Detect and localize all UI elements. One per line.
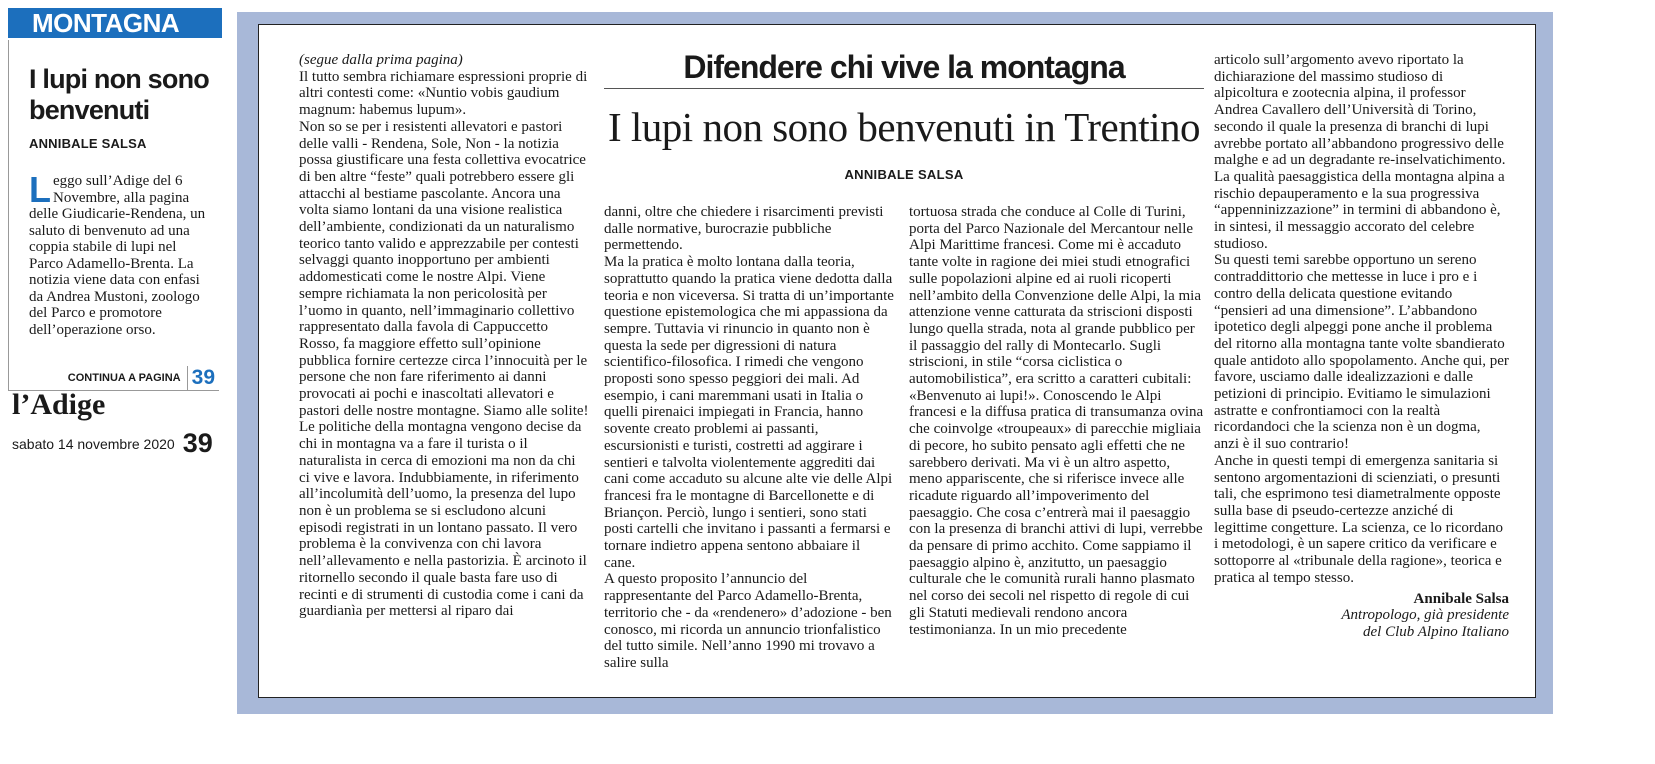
article-column-3 (909, 204, 1204, 638)
teaser-text (29, 169, 213, 338)
dateline (12, 428, 213, 459)
continue-reference (68, 366, 219, 390)
continue-page-number: 39 (187, 366, 219, 390)
issue-date: sabato 14 novembre 2020 (12, 435, 175, 452)
paragraph: tortuosa strada che conduce al Colle di Turini, porta del Parco Nazionale del Mercantour nelle Alpi Marittime francesi. Come mi è accaduto tante volte in ragione dei miei studi etnografici sulle popolazioni alpine ed ai ruoli ricoperti nell’ambito della Convenzione delle Alpi, la mia attenzione venne catturata da striscioni disposti lungo quella strada, nota al grande pubblico per il passaggio del rally di Montecarlo. Sugli striscioni, in stile “corsa ciclistica o automobilistica”, era scritto a caratteri cubitali: «Benvenuto ai lupi!». Conoscendo le Alpi francesi e la diffusa pratica di transumanza ovina che coinvolge «troupeaux» di parecchie migliaia di pecore, ho subito pensato agli effetti che ne sarebbero derivati. Ma vi è un altro aspetto, meno appariscente, che si riferisce invece alle ricadute riguardo all’impoverimento del paesaggio. Che cosa c’entrerà mai il paesaggio con la presenza di branchi attivi di lupi, verrebbe da pensare di primo acchito. Come sappiamo il paesaggio alpino è, anzitutto, un paesaggio culturale che le comunità rurali hanno plasmato nel corso dei secoli nel rispetto di regole di cui gli Statuti medievali rendono ancora testimonianza. In un mio precedente (909, 204, 1204, 638)
signature-role: Antropologo, già presidente (1341, 607, 1509, 624)
article-column-4 (1214, 52, 1509, 641)
paragraph: A questo proposito l’annuncio del rappresentante del Parco Adamello-Brenta, territorio che - da «rendenero» d’adozione - ben conosco, mi ricorda un annuncio trionfalistico del tutto simile. Nell’anno 1990 mi trovavo a salire sulla (604, 571, 892, 671)
article-column-2 (604, 204, 894, 672)
article-byline: ANNIBALE SALSA (844, 167, 964, 182)
continue-label: CONTINUA A PAGINA (67, 372, 181, 384)
front-page-teaser (8, 8, 222, 391)
page-number: 39 (182, 428, 213, 458)
article-box (258, 24, 1536, 698)
paragraph: Anche in questi tempi di emergenza sanitaria si sentono argomentazioni di scienziati, o presunti tali, che esprimono tesi diametralmente opposte sulla base di pseudo-certezze anziché di legittime congetture. La scienza, ce lo ricordano i metodologi, è un sapere critico da verificare e sottoporre al «tribunale della ragione», teorica e pratica al tempo stesso. (1214, 452, 1504, 586)
article-kicker: Difendere chi vive la montagna (604, 49, 1204, 89)
article-headline: I lupi non sono benvenuti in Trentino (608, 104, 1200, 150)
teaser-body: eggo sull’Adige del 6 Novembre, alla pagina delle Giudicarie-Rendena, un saluto di benvenuto ad una coppia stabile di lupi nel Parco Adamello-Brenta. La notizia viene data con enfasi da Andrea Mustoni, zoologo del Parco e promotore dell’operazione orso. (29, 173, 206, 338)
paragraph: Non so se per i resistenti allevatori e pastori delle valli - Rendena, Sole, Non - la notizia possa giustificare una festa collettiva evocatrice di ben altre “feste” quali potrebbero essere gli attacchi al bestiame pascolante. Ancora una volta siamo lontani da una visione realistica dell’ambiente, condizionati da un naturalismo teorico tanto valido e apprezzabile per contesti selvaggi quanto inopportuno per ambienti addomesticati come le nostre Alpi. Viene sempre richiamata la non pericolosità per l’uomo in quanto, nell’immaginario collettivo rappresentato dalla favola di Cappuccetto Rosso, fa maggiore effetto sull’opinione pubblica fornire certezze circa l’innocuità per le persone che non fare riferimento ai danni provocati ai pochi e inascoltati allevatori e pastori delle nostre montagne. Siamo alle solite! (299, 118, 589, 419)
teaser-title: I lupi non sono benvenuti (29, 64, 209, 125)
paragraph: Le politiche della montagna vengono decise da chi in montagna va a fare il turista o il naturalista in cerca di emozioni ma non da chi ci vive e lavora. Indubbiamente, in riferimento all’incolumità dell’uomo, la presenza del lupo non è un problema se si escludono alcuni episodi registrati in un lontano passato. Il vero problema è la convivenza con chi lavora nell’allevamento e nella pastorizia. È arcinoto il ritornello secondo il quale basta fare uso di recinti e di strumenti di custodia come i cani da guardianìa per mettersi al riparo dai (299, 419, 587, 620)
teaser-box (8, 40, 219, 391)
newspaper-logo: l’Adige (12, 388, 106, 421)
section-tag: MONTAGNA (8, 8, 222, 38)
continued-note: (segue dalla prima pagina) (299, 52, 463, 68)
article-column-1 (299, 52, 589, 620)
paragraph: articolo sull’argomento avevo riportato la dichiarazione del massimo studioso di alpicoltura e zootecnia alpina, il professor Andrea Cavallero dell’Università di Torino, secondo il quale la presenza di branchi di lupi avrebbe portato all’abbandono progressivo delle malghe e ad un degradante re-inselvatichimento. La qualità paesaggistica della montagna alpina a rischio depauperamento e la sua progressiva “appenninizzazione” in termini di abbandono è, in sintesi, il messaggio accorato del celebre studioso. (1214, 52, 1506, 252)
paragraph: Su questi temi sarebbe opportuno un sereno contraddittorio che mettesse in luce i pro e i contro della delicata questione evitando “pensieri ad una dimensione”. L’abbandono ipotetico degli alpeggi pone anche il problema del ritorno alla montagna tante volte sbandierato quale antidoto allo spopolamento. Anche qui, per favore, usciamo dalle idealizzazioni e dalle petizioni di principio. Evitiamo le simulazioni astratte e confrontiamoci con la realtà ricordandoci che la scienza non è un dogma, anzi è il suo contrario! (1214, 252, 1509, 453)
paragraph: Il tutto sembra richiamare espressioni proprie di altri contesti come: «Nuntio vobis gaudium magnum: habemus lupum». (299, 68, 588, 119)
teaser-byline: ANNIBALE SALSA (29, 136, 147, 151)
signature-role: del Club Alpino Italiano (1363, 623, 1509, 640)
signature-name: Annibale Salsa (1413, 590, 1509, 607)
drop-cap: L (29, 169, 51, 210)
paragraph: danni, oltre che chiedere i risarcimenti previsti dalle normative, burocrazie pubbliche permettendo. (604, 204, 884, 254)
paragraph: Ma la pratica è molto lontana dalla teoria, soprattutto quando la pratica viene dedotta dalla teoria e non viceversa. Si tratta di un’importante questione epistemologica che mi appassiona da sempre. Tuttavia vi rinuncio in quanto non è questa la sede per digressioni di natura scientifico-filosofica. I rimedi che vengono proposti sono spesso peggiori dei mali. Ad esempio, i cani maremmani usati in Italia o quelli pirenaici impiegati in Francia, hanno sovente creato problemi ai passanti, escursionisti e turisti, costretti ad aggirare i sentieri e talvolta violentemente aggrediti dai cani come accaduto su alcune alte vie delle Alpi francesi fra le montagne di Barcellonette e di Briançon. Perciò, lungo i sentieri, sono stati posti cartelli che invitano i passanti a fermarsi e tornare indietro appena sentono abbaiare il cane. (604, 254, 894, 571)
